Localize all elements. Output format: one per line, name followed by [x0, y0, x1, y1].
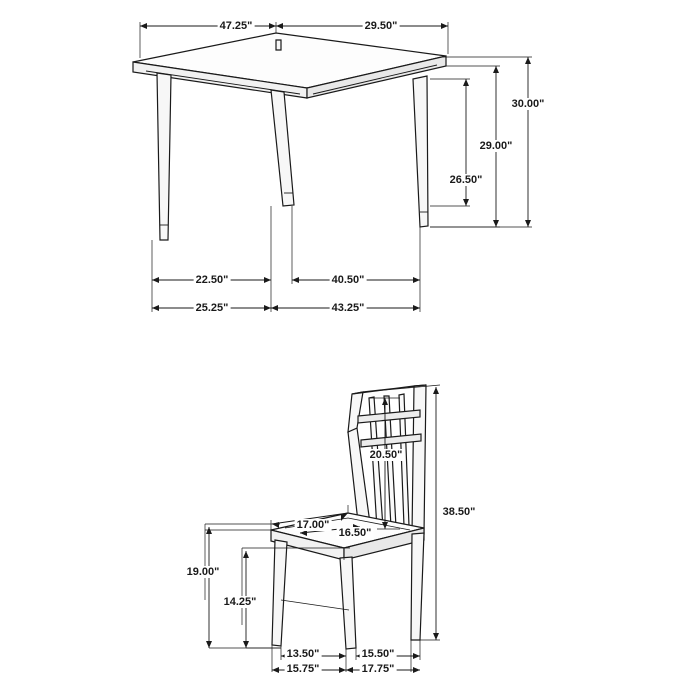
- chair-dim-seat-depth-lower: 16.50": [338, 527, 372, 539]
- table-dim-height-overall: 30.00": [511, 98, 545, 110]
- chair-dim-overall-height: 38.50": [442, 506, 476, 518]
- table-dim-height-lower: 26.50": [449, 174, 483, 186]
- table-dim-base-left-inner: 22.50": [195, 274, 229, 286]
- table-dim-top-width-right: 29.50": [364, 20, 398, 32]
- chair-dim-base-rear: 15.50": [361, 648, 395, 660]
- table-dim-height-apron: 29.00": [479, 140, 513, 152]
- chair-drawing: [271, 385, 426, 649]
- chair-dim-back-slat-height: 20.50": [369, 449, 403, 461]
- table-dim-base-right-outer: 43.25": [331, 302, 365, 314]
- chair-dim-base-front-outer: 15.75": [286, 663, 320, 675]
- chair-dim-seat-depth-upper: 17.00": [296, 519, 330, 531]
- table-drawing: [133, 33, 446, 240]
- chair-dim-seat-height-upper: 19.00": [186, 566, 220, 578]
- table-dim-base-right-inner: 40.50": [331, 274, 365, 286]
- table-dim-top-width-left: 47.25": [219, 20, 253, 32]
- table-dim-base-left-outer: 25.25": [195, 302, 229, 314]
- chair-dim-seat-height-lower: 14.25": [223, 596, 257, 608]
- chair-dim-base-rear-outer: 17.75": [361, 663, 395, 675]
- chair-dim-base-front: 13.50": [286, 648, 320, 660]
